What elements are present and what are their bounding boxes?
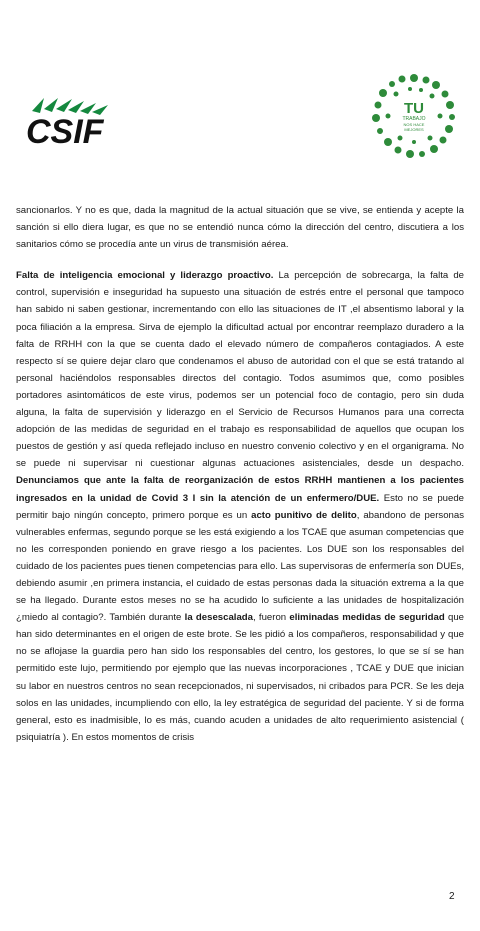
paragraph-2 xyxy=(16,267,464,746)
bold-phrase-desescalada: la desescalada xyxy=(184,612,253,624)
document-body xyxy=(16,202,464,746)
svg-text:CSIF: CSIF xyxy=(26,113,104,151)
tu-logo-line1: TRABAJO xyxy=(402,115,426,122)
tu-logo-line3: MEJORES xyxy=(404,126,424,132)
paragraph-1: sancionarlos. Y no es que, dada la magnitud de la actual situación que se vive, se entienda y acepte la sanción si ello diera lugar, es que no se entendió nunca cómo la dirección del centro, discutiera a los sanitarios cómo se procedía ante un virus de transmisión aérea. xyxy=(16,205,464,251)
tu-logo-main: TU xyxy=(404,99,424,117)
paragraph-2-text-e: que han sido determinantes en el origen de este brote. Se les pidió a los compañeros, responsabilidad y que no se aflojase la guardia pero han sido los responsables del centro, los gestores, lo que se sí se han permitido este lujo, permitiendo por ejemplo que las nuevas incorporaciones , TCAE y DUE que inician su labor en nuestros centros no sean recepcionados, ni supervisados, ni cribados para PCR. Se les deja solos en las unidades, incumpliendo con ello, la ley estratégica de seguridad del paciente. Y si de forma general, esto es inadmisible, lo es más, cuando acuden a unidades de alto requerimiento asistencial ( psiquiatría ). En estos momentos de crisis xyxy=(16,612,464,743)
bold-phrase-acto-punitivo: acto punitivo de delito xyxy=(251,509,357,521)
section-heading: Falta de inteligencia emocional y liderazgo proactivo. xyxy=(16,270,274,282)
paragraph-2-text-b: Esto no se puede permitir bajo ningún concepto, primero porque es un xyxy=(16,492,464,521)
tu-logo-line2: NOS HACE xyxy=(403,121,425,127)
paragraph-2-text-c: , abandono de personas vulnerables enfermas, segundo porque se les está exigiendo a los TCAE que asuman competencias que no les corresponden poniendo en grave riesgo a los pacientes. Los DUE son los responsables del cuidado de los pacientes pues tienen competencias para ello. Las supervisoras de enfermería son DUEs, debiendo asumir ,en primera instancia, el cuidado de estas personas dada la situación extrema a la que se ha llegado. Durante estos meses no se ha acudido lo suficiente a las unidades de hospitalización ¿miedo al contagio?. También durante xyxy=(16,509,464,624)
paragraph-2-text-a: La percepción de sobrecarga, la falta de control, supervisión e inseguridad ha supuesto una situación de estrés entre el personal que tampoco han sabido ni saben gestionar, incrementando con ello las situaciones de IT ,el absentismo laboral y la poca filiación a la empresa. Sirva de ejemplo la dificultad actual por encontrar reemplazo duradero a la falta de RRHH con la que se cuenta dado el elevado número de compañeros contagiados. A este respecto sí se quiere dejar claro que condenamos el abuso de autoridad con el que se está tratando al personal haciéndolos responsables directos del contagio. Todos asumimos que, como posibles portadores asintomáticos de este virus, podemos ser un potencial foco de contagio, pero sin duda alguna, la falta de supervisión y liderazgo en el Servicio de Recursos Humanos para una correcta adopción de las medidas de seguridad en el trabajo es responsabilidad de aquellos que ocupan los puestos de gestión y así queda reflejado incluso en nuestro convenio colectivo y en el organigrama. No se puede ni supervisar ni cuestionar algunas actuaciones asistenciales, desde un despacho. xyxy=(16,270,464,470)
bold-phrase-medidas: eliminadas medidas de seguridad xyxy=(289,612,445,624)
csif-logo xyxy=(22,95,132,155)
tu-trabajo-logo xyxy=(370,72,458,160)
page-number: 2 xyxy=(449,891,455,902)
paragraph-2-text-d: , fueron xyxy=(253,612,290,624)
denuncia-statement: Denunciamos que ante la falta de reorganización de estos RRHH mantienen a los pacientes ingresados en la unidad de Covid 3 I sin la atención de un enfermero/DUE. xyxy=(16,475,464,504)
